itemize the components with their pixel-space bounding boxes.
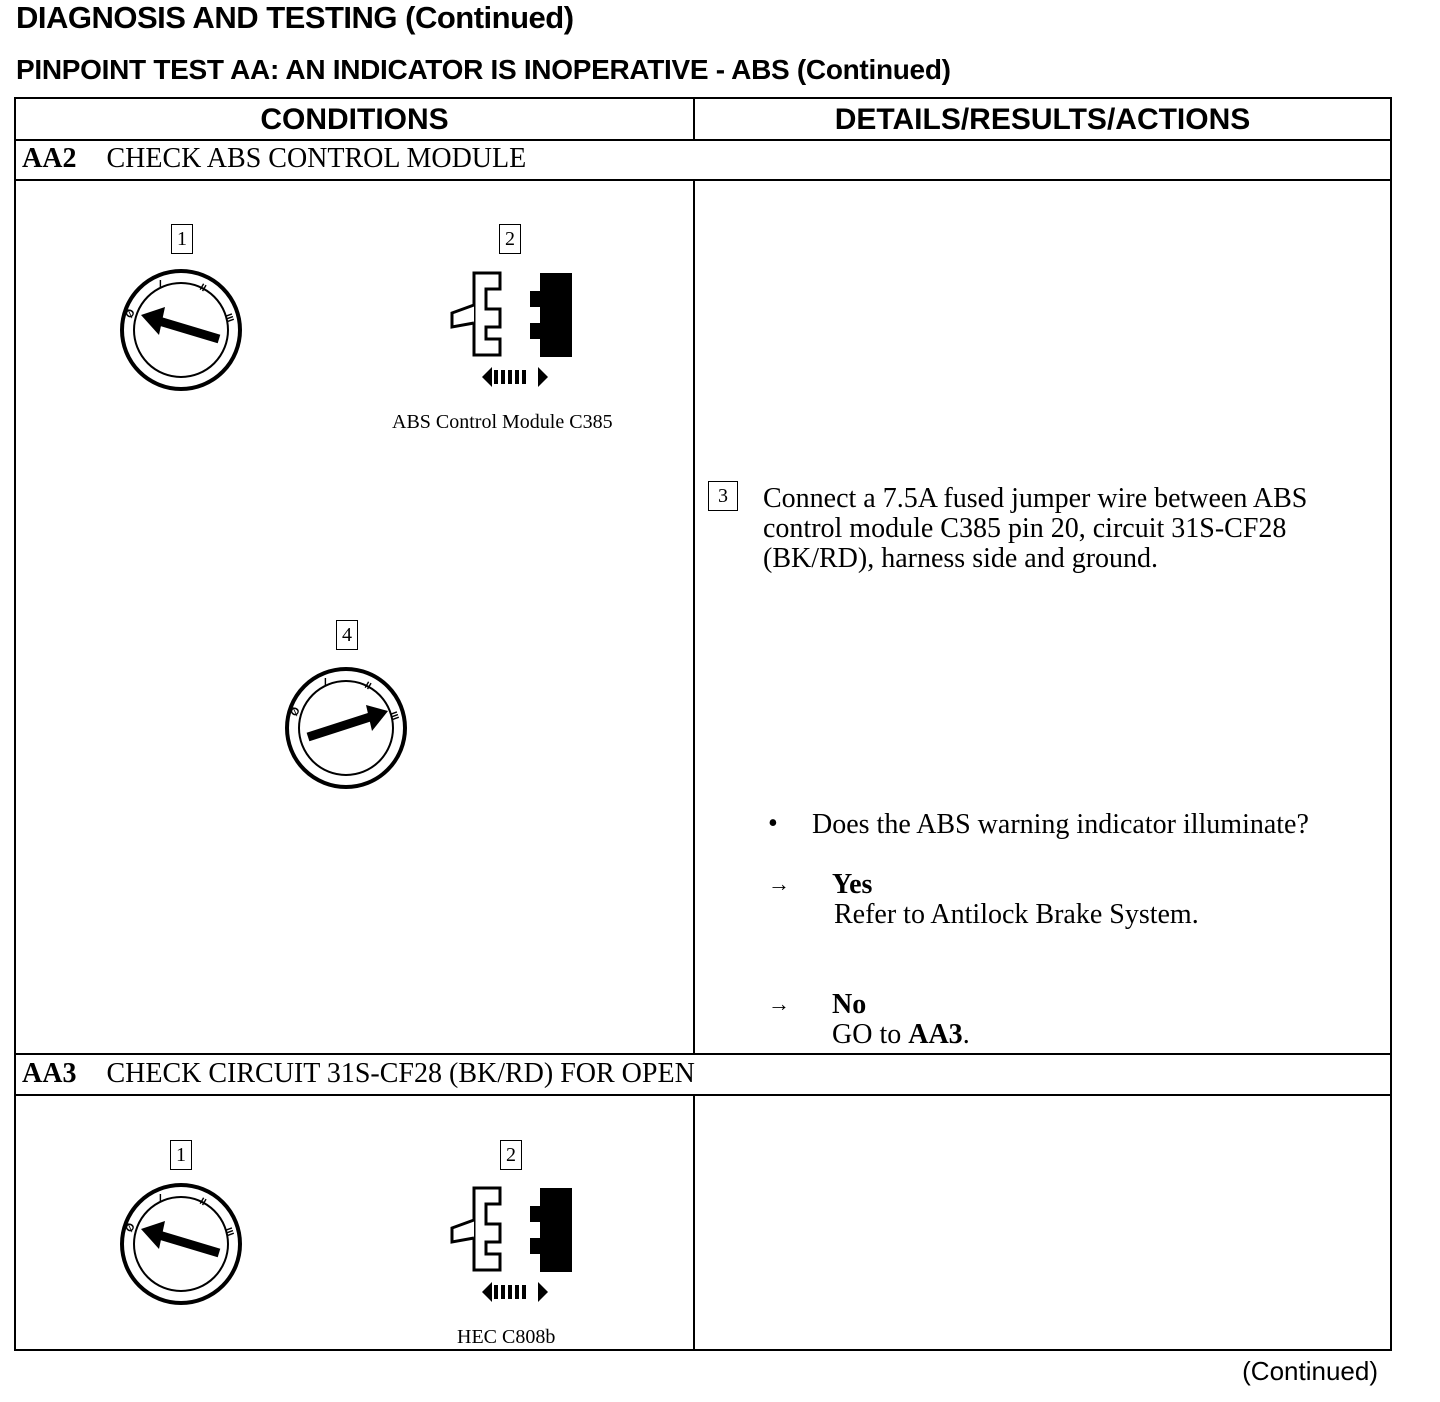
pinpoint-test-table xyxy=(14,97,1392,1351)
aa3-title-divider xyxy=(16,1094,1390,1096)
aa3-step2-box: 2 xyxy=(500,1140,522,1170)
svg-text:Ø: Ø xyxy=(288,705,303,719)
aa3-connector-caption: HEC C808b xyxy=(457,1326,556,1348)
aa3-step1-box: 1 xyxy=(170,1140,192,1170)
aa2-column-divider xyxy=(693,179,695,1053)
aa2-step1-box: 1 xyxy=(171,224,193,254)
svg-text:II: II xyxy=(362,680,373,693)
no-arrow-icon: → xyxy=(768,991,790,1016)
no-action-link[interactable]: AA3 xyxy=(908,1019,963,1050)
yes-arrow-icon: → xyxy=(768,871,790,896)
aa2-step3-box: 3 xyxy=(708,481,738,511)
svg-text:Ø: Ø xyxy=(123,307,138,321)
ignition-switch-off-icon xyxy=(119,269,247,394)
aa3-column-divider xyxy=(693,1094,695,1349)
aa2-question: Does the ABS warning indicator illuminate? xyxy=(812,809,1309,840)
svg-text:III: III xyxy=(222,1226,236,1238)
no-label: No xyxy=(832,989,867,1020)
aa3-section-title xyxy=(22,1058,695,1090)
svg-text:III: III xyxy=(222,312,236,324)
no-action-prefix: GO to xyxy=(832,1019,909,1050)
pinpoint-test-title: PINPOINT TEST AA: AN INDICATOR IS INOPERATIVE - ABS (Continued) xyxy=(16,54,951,85)
aa2-step2-box: 2 xyxy=(499,224,521,254)
no-action-suffix: . xyxy=(962,1019,970,1050)
header-divider xyxy=(16,139,1390,141)
conditions-header: CONDITIONS xyxy=(260,103,449,136)
aa2-connector-caption: ABS Control Module C385 xyxy=(392,411,613,433)
aa2-step-title: CHECK ABS CONTROL MODULE xyxy=(106,143,527,174)
page-title: DIAGNOSIS AND TESTING (Continued) xyxy=(16,0,574,35)
no-action xyxy=(832,1020,970,1050)
details-header: DETAILS/RESULTS/ACTIONS xyxy=(834,103,1251,136)
svg-text:II: II xyxy=(197,282,208,295)
connector-disconnect-icon xyxy=(448,269,578,394)
ignition-switch-off-icon xyxy=(119,1183,247,1308)
continued-label: (Continued) xyxy=(1242,1356,1378,1386)
svg-text:Ø: Ø xyxy=(123,1221,138,1235)
aa3-step-title: CHECK CIRCUIT 31S-CF28 (BK/RD) FOR OPEN xyxy=(106,1058,695,1089)
svg-text:II: II xyxy=(197,1196,208,1209)
connector-disconnect-icon xyxy=(448,1184,578,1309)
svg-text:I: I xyxy=(159,1193,162,1204)
aa2-step3-instruction: Connect a 7.5A fused jumper wire between ABS control module C385 pin 20, circuit 31S-CF28 (BK/RD), harness side and ground. xyxy=(763,483,1308,574)
aa2-step-id: AA2 xyxy=(22,143,77,174)
aa3-step-id: AA3 xyxy=(22,1058,77,1089)
svg-text:I: I xyxy=(324,677,327,688)
svg-text:III: III xyxy=(387,710,401,722)
svg-text:I: I xyxy=(159,279,162,290)
question-bullet: • xyxy=(768,808,778,839)
aa2-step4-box: 4 xyxy=(336,620,358,650)
ignition-switch-run-icon xyxy=(284,667,412,792)
aa2-section-title xyxy=(22,143,526,175)
aa3-top-divider xyxy=(16,1053,1390,1055)
yes-action: Refer to Antilock Brake System. xyxy=(834,899,1199,930)
aa2-title-divider xyxy=(16,179,1390,181)
yes-label: Yes xyxy=(832,869,873,900)
